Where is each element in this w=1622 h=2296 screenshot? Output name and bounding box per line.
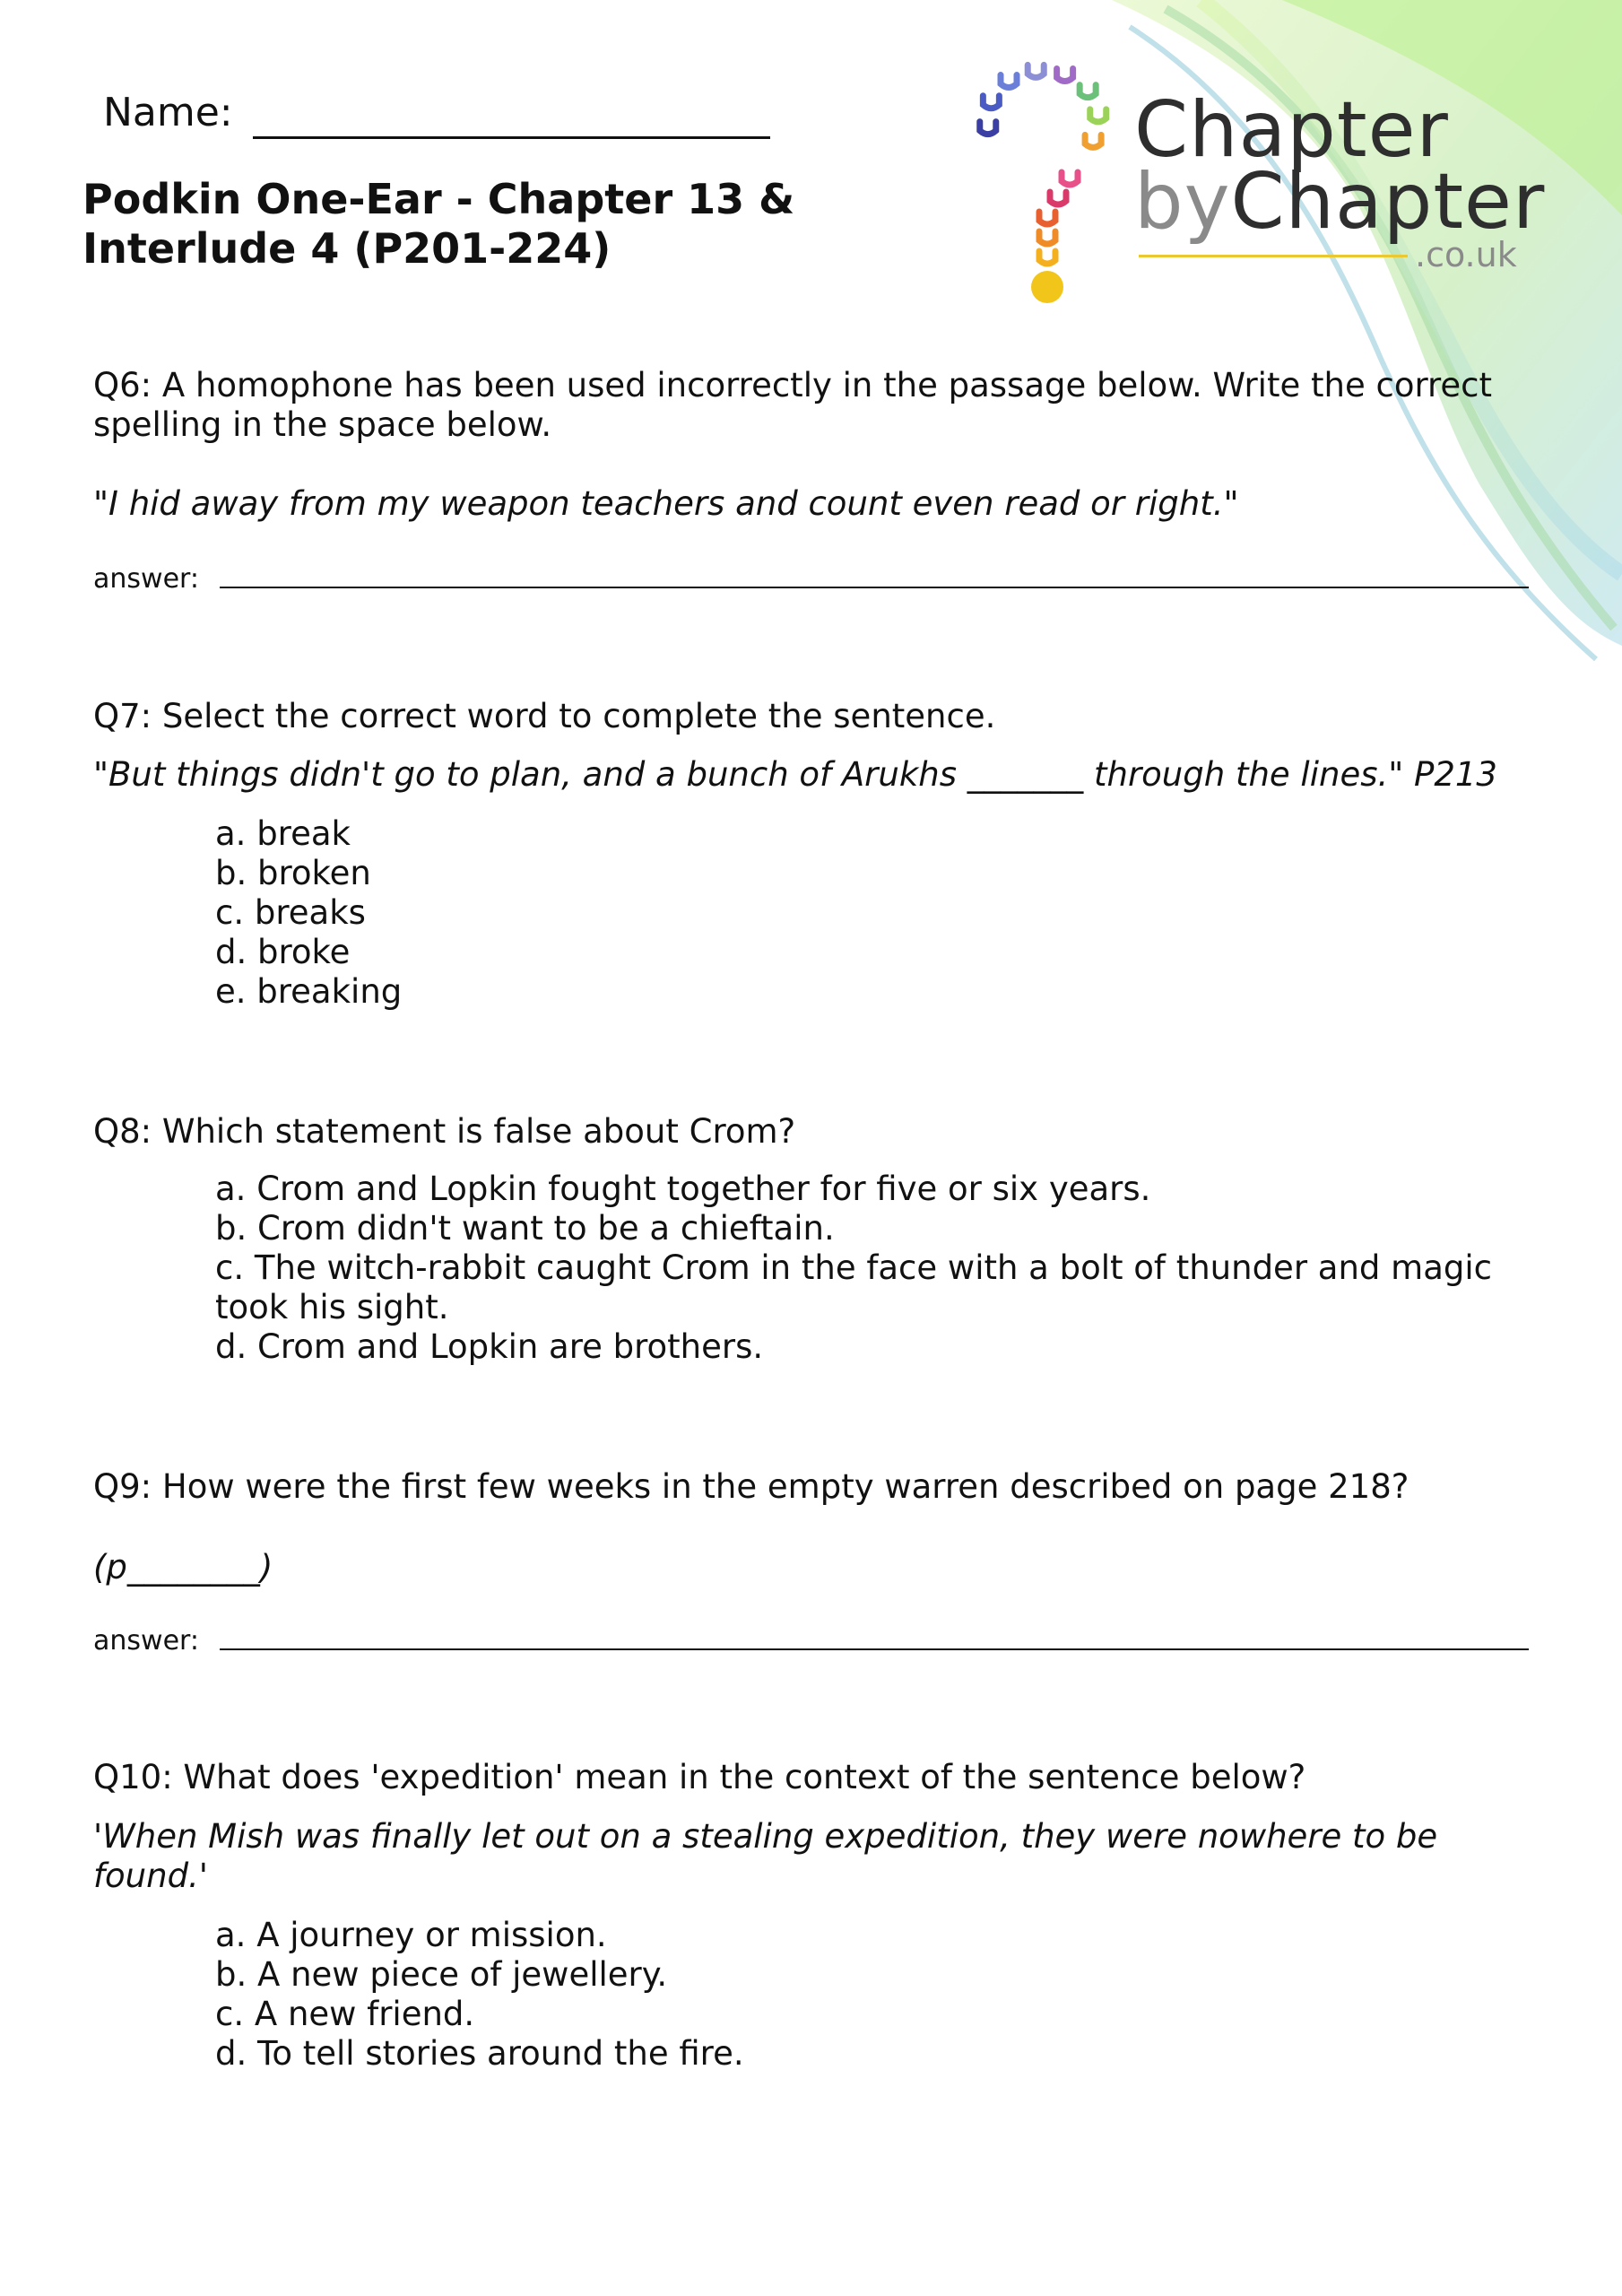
q9-answer-label: answer: (93, 1625, 199, 1657)
q10-option-b[interactable]: b. A new piece of jewellery. (215, 1955, 668, 1994)
q8-option-d[interactable]: d. Crom and Lopkin are brothers. (215, 1327, 764, 1366)
name-label: Name: (103, 90, 233, 135)
worksheet-title (82, 175, 889, 274)
q6-prompt: Q6: A homophone has been used incorrectly in the passage below. Write the correct spelling in the space below. (93, 366, 1493, 444)
question-mark-books-icon (958, 52, 1119, 312)
logo-book-arc (1090, 109, 1106, 122)
q7-option-e[interactable]: e. breaking (215, 972, 403, 1011)
name-field-line[interactable] (253, 136, 770, 139)
logo-word-bychapter (1134, 157, 1546, 247)
logo-word-chapter: Chapter (1134, 85, 1449, 175)
logo-book-arc (1028, 65, 1044, 77)
logo-book-arc (1039, 231, 1055, 244)
q10-prompt: Q10: What does 'expedition' mean in the context of the sentence below? (93, 1758, 1306, 1796)
q8-option-c[interactable]: c. The witch-rabbit caught Crom in the face with a bolt of thunder and magic took his sight. (215, 1248, 1492, 1326)
logo-book-arc (980, 122, 996, 135)
logo-book-arc (1062, 172, 1078, 185)
logo-domain: .co.uk (1415, 235, 1517, 274)
title-line-2: Interlude 4 (P201-224) (82, 224, 612, 273)
q7-option-a[interactable]: a. break (215, 814, 351, 853)
q9-prompt: Q9: How were the first few weeks in the empty warren described on page 218? (93, 1467, 1409, 1506)
logo-word-by: by (1134, 157, 1231, 247)
logo-book-arc (1085, 135, 1101, 147)
q7-quote: "But things didn't go to plan, and a bunch of Arukhs _______ through the lines." P213 (93, 755, 1497, 794)
q10-option-d[interactable]: d. To tell stories around the fire. (215, 2034, 744, 2073)
title-line-1: Podkin One-Ear - Chapter 13 & (82, 175, 795, 223)
q9-page-ref: (p________) (93, 1548, 273, 1587)
q8-prompt: Q8: Which statement is false about Crom? (93, 1112, 796, 1151)
logo-book-arc (1039, 212, 1055, 224)
q8-option-b[interactable]: b. Crom didn't want to be a chieftain. (215, 1209, 835, 1248)
q9-answer-line[interactable] (220, 1648, 1529, 1650)
logo-word-chapter-2: Chapter (1230, 157, 1546, 247)
logo-book-arc (983, 96, 999, 109)
q7-options (215, 814, 402, 1012)
q10-quote: 'When Mish was finally let out on a stealing expedition, they were nowhere to be found.' (93, 1817, 1438, 1895)
logo-book-arc (1050, 192, 1066, 204)
q6-answer-label: answer: (93, 563, 199, 595)
q10-option-c[interactable]: c. A new friend. (215, 1995, 475, 2033)
logo-book-arc (1057, 69, 1073, 82)
q7-prompt: Q7: Select the correct word to complete the sentence. (93, 697, 996, 735)
q7-option-d[interactable]: d. broke (215, 933, 351, 971)
q7-option-b[interactable]: b. broken (215, 854, 371, 892)
q10-option-a[interactable]: a. A journey or mission. (215, 1916, 607, 1954)
logo-book-arc (1080, 85, 1096, 98)
logo-underline (1139, 255, 1408, 257)
q10-options (215, 1916, 744, 2074)
q8-option-a[interactable]: a. Crom and Lopkin fought together for five or six years. (215, 1170, 1151, 1208)
q7-option-c[interactable]: c. breaks (215, 893, 366, 932)
q8-options (215, 1170, 1506, 1367)
q6-quote: "I hid away from my weapon teachers and count even read or right." (93, 484, 1239, 523)
logo-book-arc (1039, 251, 1055, 264)
logo-book-arc (1001, 75, 1017, 88)
q6-answer-line[interactable] (220, 587, 1529, 588)
